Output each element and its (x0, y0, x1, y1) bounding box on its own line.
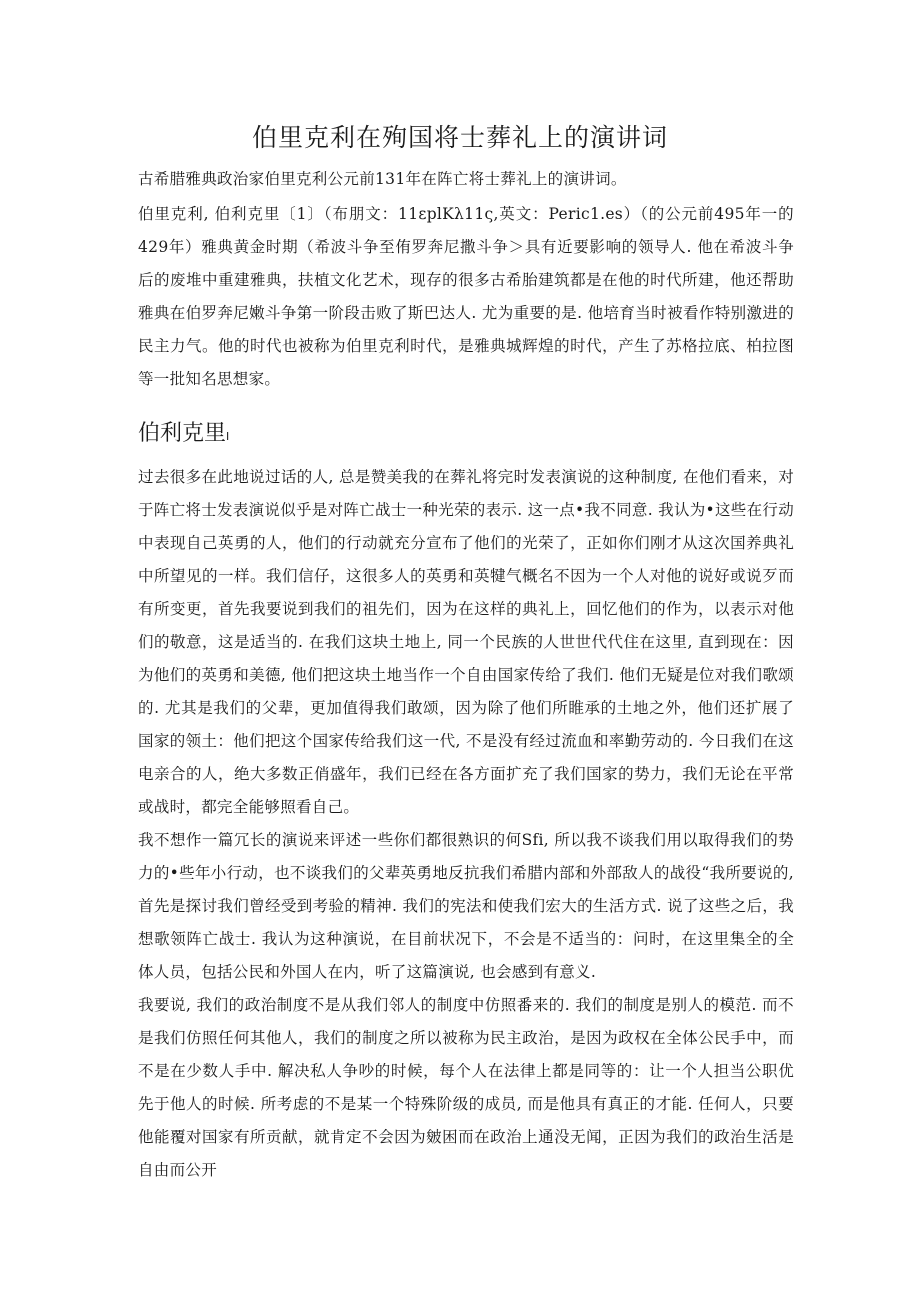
speech-paragraph-1: 过去很多在此地说过话的人, 总是赞美我的在葬礼将完时发表演说的这种制度, 在他们看来，对于阵亡将士发表演说似乎是对阵亡战士一种光荣的表示. 这一点•我不同意. 我认为•这些在行动中表现自己英勇的人，他们的行动就充分宣布了他们的光荣了，正如你们刚才从这次国养典礼中所望见的一样。我们信仔，这很多人的英勇和英犍气概名不因为一个人对他的说好或说歹而有所变更，首先我要说到我们的祖先们，因为在这样的典礼上，回忆他们的作为，以表示对他们的敬意，这是适当的. 在我们这块土地上, 同一个民族的人世世代代住在这里, 直到现在：因为他们的英勇和美德, 他们把这块土地当作一个自由国家传给了我们. 他们无疑是位对我们歌颂的. 尤其是我们的父辈，更加值得我们敢颂，因为除了他们所睢承的土地之外，他们还扩展了国家的领土：他们把这个国家传给我们这一代, 不是没有经过流血和率勤劳动的. 今日我们在这电亲合的人，绝大多数正俏盛年，我们已经在各方面扩充了我们国家的势力，我们无论在平常或战时，都完全能够照看自己。 (138, 468, 794, 816)
bio-paragraph: 伯里克利, 伯利克里〔1〕（布朋文：11εplKλ11ς,英文：Peric1.es）（的公元前495年一的429年）雅典黄金时期（希波斗争至侑罗奔尼撒斗争＞具有近要影响的领导人. 他在希波斗争后的废堆中重建雅典，扶植文化艺术，现存的很多古希胎建筑都是在他的时代所建，他还帮助雅典在伯罗奔尼嫩斗争第一阶段击败了斯巴达人. 尤为重要的是. 他培育当时被看作特别激进的民主力气。他的时代也被称为伯里克利时代，是雅典城辉煌的时代，产生了苏格拉底、柏拉图等一批知名思想家。 (138, 205, 794, 388)
intro-paragraph: 古希腊雅典政治家伯里克利公元前131年在阵亡将士葬礼上的演讲词。 (138, 170, 627, 188)
speech-paragraph-3: 我要说, 我们的政治制度不是从我们邻人的制度中仿照番来的. 我们的制度是别人的模范. 而不是我们仿照任何其他人，我们的制度之所以被称为民主政治，是因为政权在全体公民手中，而不是在少数人手中. 解决私人争吵的时候，每个人在法律上都是同等的：让一个人担当公职优先于他人的时候. 所考虑的不是某一个特殊阶级的成员, 而是他具有真正的才能. 任何人，只要他能覆对国家有所贡献，就肯定不会因为皴困而在政治上通没无闻，正因为我们的政治生活是自由而公开 (138, 996, 794, 1179)
document-title: 伯里克利在殉国将士葬礼上的演讲词 (251, 123, 668, 152)
speech-paragraph-2: 我不想作一篇冗长的演说来评述一些你们都很熟识的何Sfi, 所以我不谈我们用以取得我们的势力的•些年小行动，也不谈我们的父辈英勇地反抗我们希腊内部和外部敌人的战役“我所要说的, 首先是探讨我们曾经受到考验的精神. 我们的宪法和使我们宏大的生活方式. 说了这些之后，我想歌领阵亡战士. 我认为这种演说，在目前状况下，不会是不适当的：问时，在这里集全的全体人员，包括公民和外国人在内，听了这篇演说, 也会感到有意义. (138, 831, 794, 981)
section-heading-mark: I (226, 430, 230, 443)
section-heading-text: 伯利克里 (138, 421, 227, 446)
document-body (138, 163, 794, 1187)
section-heading (138, 418, 794, 453)
